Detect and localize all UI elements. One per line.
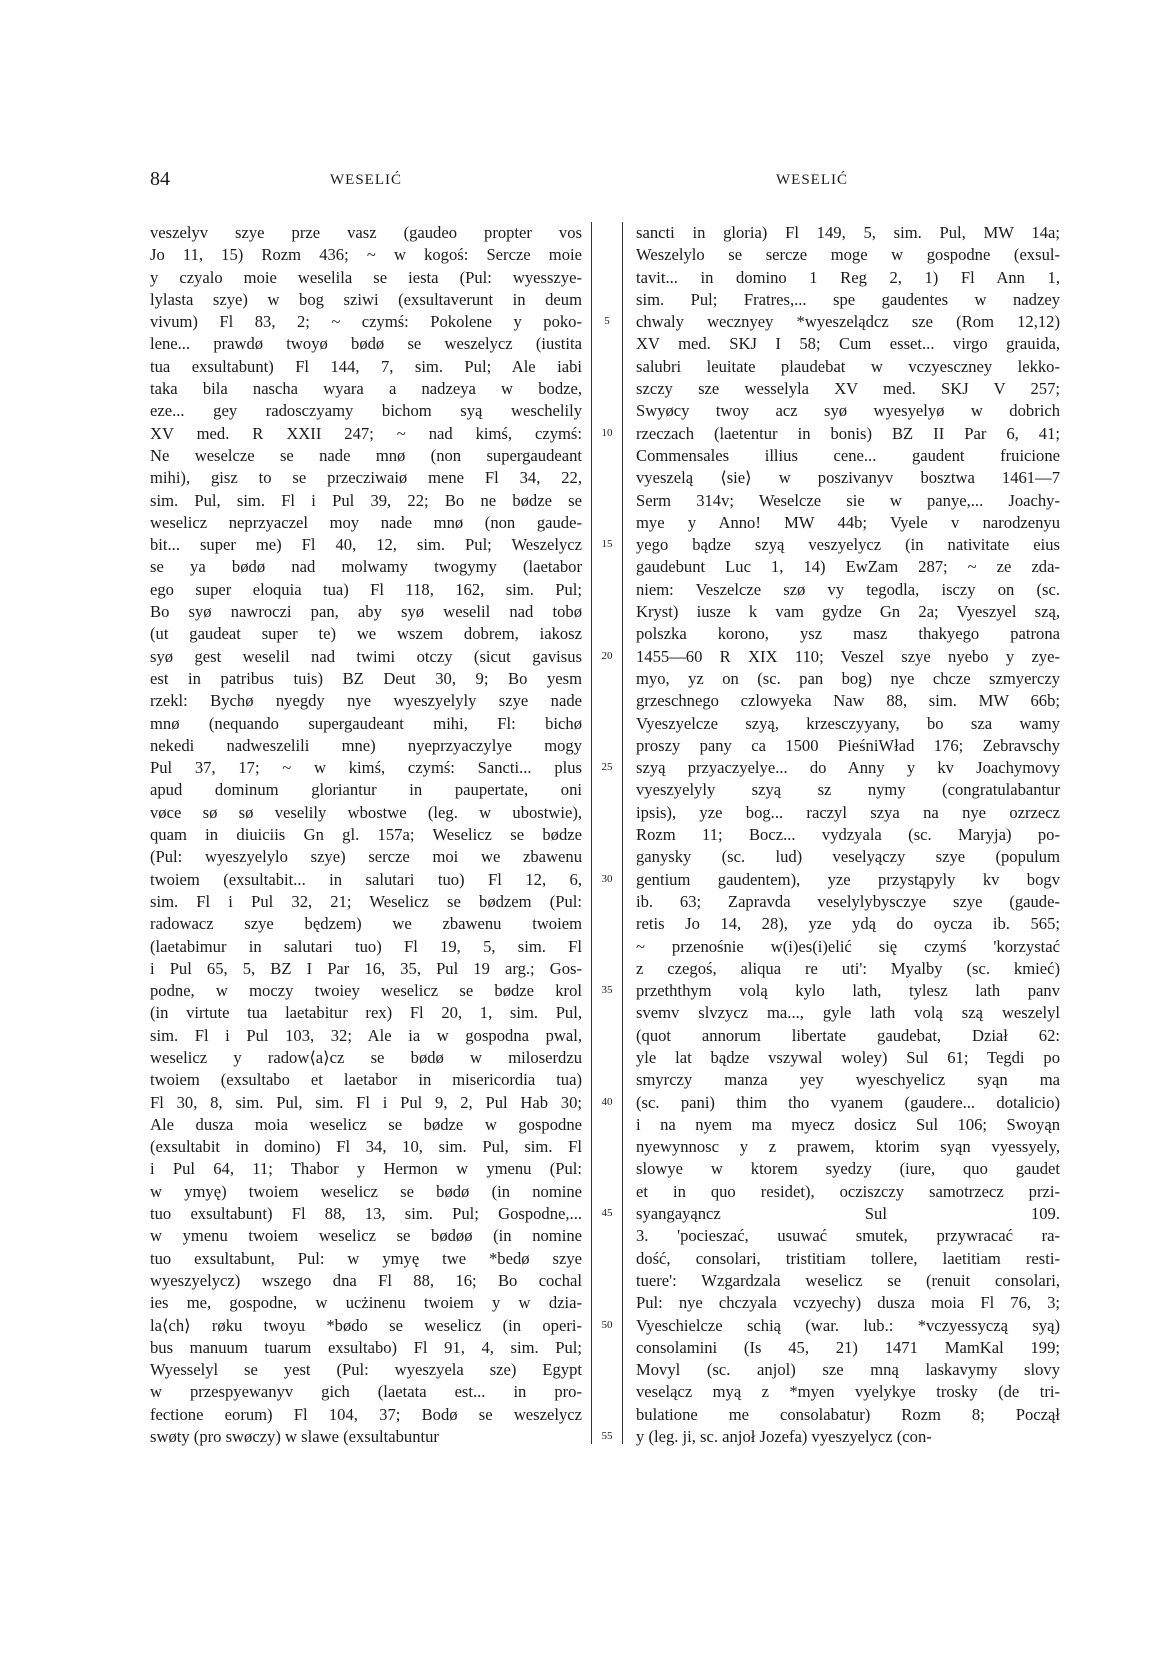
text-line: veszelyv szye prze vasz (gaudeo propter vos [150,223,582,242]
text-line: wyeszyelycz) wszego dna Fl 88, 16; Bo cochal [150,1270,582,1290]
right-running-head: WESELIĆ [776,172,848,188]
line-number: 10 [601,426,613,439]
text-line: w ymyę) twoiem weselicz se bødø (in nomine [150,1181,582,1201]
page-number: 84 [150,168,170,190]
line-number: 45 [601,1207,613,1220]
text-line: apud dominum gloriantur in paupertate, oni [150,780,582,800]
text-line: bulatione me consolabatur) Rozm 8; Począł [636,1404,1060,1424]
text-line: Vyeschielcze schią (war. lub.: *vczyessyczą syą) [636,1315,1060,1335]
text-line: (laetabimur in salutari tuo) Fl 19, 5, sim. Fl [150,936,582,956]
text-line: w ymenu twoiem weselicz se bødøø (in nomine [150,1226,582,1246]
text-line: niem: Veszelcze szø vy tegodla, isczy on (sc. [636,579,1060,599]
text-line: radowacz szye będzem) we zbawenu twoiem [150,914,582,934]
text-line: slowye w ktorem syedzy (iure, quo gaudet [636,1159,1060,1179]
text-line: tavit... in domino 1 Reg 2, 1) Fl Ann 1, [636,267,1060,287]
text-line: (sc. pani) thim tho vyanem (gaudere... dotalicio) [636,1092,1060,1112]
text-line: przeththym volą kylo lath, tylesz lath panv [636,981,1060,1001]
text-line: eze... gey radosczyamy bichom syą weschelily [150,401,582,421]
text-line: (Pul: wyeszyelylo szye) sercze moi we zbawenu [150,847,582,867]
text-line: lylasta szye) w bog sziwi (exsultaverunt in deum [150,289,582,309]
text-line: twoiem (exsultabo et laetabor in misericordia tua) [150,1070,582,1090]
right-column [636,222,1060,1448]
text-line: vyeszelą ⟨sie⟩ w poszivanyv bosztwa 1461—7 [636,468,1060,488]
text-line: y czyalo moie weselila se iesta (Pul: wyesszye- [150,267,582,287]
text-line: consolamini (Is 45, 21) 1471 MamKal 199; [636,1337,1060,1357]
text-line: rzekl: Bychø nyegdy nye wyeszyelyly szye nade [150,691,582,711]
text-line: salubri leuitate plaudebat w vczyesczney lekko- [636,356,1060,376]
text-line: vyeszyelyly szyą sz nymy (congratulabantur [636,780,1060,800]
text-line: chwaly wecznyey *wyeszelądcz sze (Rom 12,12) [636,312,1060,332]
text-line: gaudebunt Luc 1, 14) EwZam 287; ~ ze zda- [636,557,1060,577]
text-line: (quot annorum libertate gaudebat, Dział 62: [636,1025,1060,1045]
text-line: sim. Pul; Fratres,... spe gaudentes w nadzey [636,289,1060,309]
line-number: 35 [601,984,613,997]
text-line: w przespyewanyv gich (laetata est... in pro- [150,1382,582,1402]
text-line: Wyesselyl se yest (Pul: wyeszyela sze) Egypt [150,1360,582,1380]
line-number: 20 [601,649,613,662]
text-line: XV med. R XXII 247; ~ nad kimś, czymś: [150,423,582,443]
text-line: z czegoś, aliqua re uti': Myalby (sc. kmieć) [636,958,1060,978]
text-line: mnø (nequando supergaudeant mihi, Fl: bichø [150,713,582,733]
text-line: la⟨ch⟩ røku twoyu *bødo se weselicz (in operi- [150,1315,582,1335]
text-line: syangayąncz Sul 109. [636,1204,1060,1224]
text-line: ~ przenośnie w(i)es(i)elić się czymś 'korzystać [636,936,1060,956]
text-line: 3. 'pocieszać, usuwać smutek, przywracać ra- [636,1226,1060,1246]
left-column [150,222,582,1448]
text-line: et in quo residet), ocziszczy samotrzecz przi- [636,1181,1060,1201]
text-line: (exsultabit in domino) Fl 34, 10, sim. Pul, sim. Fl [150,1137,582,1157]
text-line: ies me, gospodne, w ucżinenu twoiem y w dzia- [150,1293,582,1313]
column-rule-left [591,222,592,1444]
text-line: sim. Pul, sim. Fl i Pul 39, 22; Bo ne bødze se [150,490,582,510]
line-number: 40 [601,1095,613,1108]
text-line: i na nyem ma myecz dosicz Sul 106; Swoyąn [636,1114,1060,1134]
text-line: weselicz y radow⟨a⟩cz se bødø w miloserdzu [150,1047,582,1067]
text-line: se ya bødø nad molwamy twogymy (laetabor [150,557,582,577]
text-line: Rozm 11; Bocz... vydzyala (sc. Maryja) po- [636,825,1060,845]
text-line: est in patribus tuis) BZ Deut 30, 9; Bo yesm [150,668,582,688]
text-line: i Pul 65, 5, BZ I Par 16, 35, Pul 19 arg.; Gos- [150,958,582,978]
text-line: quam in diuiciis Gn gl. 157a; Weselicz se bødze [150,825,582,845]
line-number: 50 [601,1318,613,1331]
line-number: 25 [601,761,613,774]
text-line: syø gest weselil nad twimi otczy (sicut gavisus [150,646,582,666]
line-number: 5 [604,315,610,328]
text-line: weselicz neprzyaczel moy nade mnø (non gaude- [150,512,582,532]
text-line: tuo exsultabunt, Pul: w ymyę twe *bedø szye [150,1248,582,1268]
text-line: Serm 314v; Weselcze sie w panye,... Joachy- [636,490,1060,510]
text-line: proszy pany ca 1500 PieśniWład 176; Zebravschy [636,735,1060,755]
text-line: sancti in gloria) Fl 149, 5, sim. Pul, MW 14a; [636,223,1060,242]
column-rule-right [622,222,623,1444]
text-line: taka bila nascha wyara a nadzeya w bodze, [150,379,582,399]
text-line: Ale dusza moia weselicz se bødze w gospodne [150,1114,582,1134]
text-line: tuere': Wzgardzala weselicz se (renuit consolari, [636,1270,1060,1290]
text-line: retis Jo 14, 28), yze ydą do oycza ib. 565; [636,914,1060,934]
text-line: vivum) Fl 83, 2; ~ czymś: Pokolene y poko- [150,312,582,332]
text-line: nyewynnosc y z prawem, ktorim syąn vyessyely, [636,1137,1060,1157]
text-line: sim. Fl i Pul 32, 21; Weselicz se bødzem (Pul: [150,891,582,911]
text-line: dość, consolari, tristitiam tollere, laetitiam resti- [636,1248,1060,1268]
text-line: Vyeszyelcze szyą, krzesczyyany, bo sza wamy [636,713,1060,733]
text-line: tuo exsultabunt) Fl 88, 13, sim. Pul; Gospodne,... [150,1204,582,1224]
text-line: Bo syø nawroczi pan, aby syø weselil nad tobø [150,602,582,622]
text-line: (ut gaudeat super te) we wszem dobrem, iakosz [150,624,582,644]
text-line: vøce sø sø veselily wbostwe (leg. w ubostwie), [150,802,582,822]
text-line: polszka korono, ysz masz thakyego patrona [636,624,1060,644]
text-line: rzeczach (laetentur in bonis) BZ II Par 6, 41; [636,423,1060,443]
text-line: twoiem (exsultabit... in salutari tuo) Fl 12, 6, [150,869,582,889]
text-line: bus manuum tuarum exsultabo) Fl 91, 4, sim. Pul; [150,1337,582,1357]
left-running-head: WESELIĆ [330,172,402,188]
text-line: svemv slvzycz ma..., gyle lath volą szą weszelyl [636,1003,1060,1023]
text-line: nekedi nadweszelili mne) nyeprzyaczylye mogy [150,735,582,755]
text-line: 1455—60 R XIX 110; Veszel szye nyebo y zye- [636,646,1060,666]
text-line: Weszelylo se sercze moge w gospodne (exsul- [636,245,1060,265]
text-line: sim. Fl i Pul 103, 32; Ale ia w gospodna pwal, [150,1025,582,1045]
text-line: Pul: nye chczyala vczyechy) dusza moia Fl 76, 3; [636,1293,1060,1313]
text-line: tua exsultabunt) Fl 144, 7, sim. Pul; Ale iabi [150,356,582,376]
text-line: ib. 63; Zapravda veselylybysczye szye (gaude- [636,891,1060,911]
text-line: yle lat bądze vszywal woley) Sul 61; Tegdi po [636,1047,1060,1067]
text-line: Swyøcy twoy acz syø wyesyelyø w dobrich [636,401,1060,421]
text-line: grzeschnego czlowyeka Naw 88, sim. MW 66b; [636,691,1060,711]
text-line: i Pul 64, 11; Thabor y Hermon w ymenu (Pul: [150,1159,582,1179]
text-line: Commensales illius cene... gaudent fruicione [636,445,1060,465]
text-line: yego bądze szyą veszyelycz (in nativitate eius [636,535,1060,555]
text-line: Fl 30, 8, sim. Pul, sim. Fl i Pul 9, 2, Pul Hab 30; [150,1092,582,1112]
text-line: gentium gaudentem), yze przystąpyly kv bogv [636,869,1060,889]
text-line: y (leg. ji, sc. anjoł Jozefa) vyeszyelycz (con- [636,1427,932,1447]
line-number: 15 [601,538,613,551]
text-line: Ne weselcze se nade mnø (non supergaudeant [150,445,582,465]
text-line: mye y Anno! MW 44b; Vyele v narodzenyu [636,512,1060,532]
text-line: podne, w moczy twoiey weselicz se bødze krol [150,981,582,1001]
text-line: Jo 11, 15) Rozm 436; ~ w kogoś: Sercze moie [150,245,582,265]
text-line: szczy sze wesselyla XV med. SKJ V 257; [636,379,1060,399]
text-line: fectione eorum) Fl 104, 37; Bodø se weszelycz [150,1404,582,1424]
text-line: ganysky (sc. lud) veselyączy szye (populum [636,847,1060,867]
text-line: veselącz myą z *myen vyelykye trosky (de tri- [636,1382,1060,1402]
text-line: Pul 37, 17; ~ w kimś, czymś: Sancti... plus [150,758,582,778]
text-line: Movyl (sc. anjol) sze mną laskavymy slovy [636,1360,1060,1380]
text-line: Kryst) iusze k vam gydze Gn 2a; Vyeszyel szą, [636,602,1060,622]
text-line: mihi), gisz to se przecziwaiø mene Fl 34, 22, [150,468,582,488]
text-line: ipsis), yze bog... raczyl szya na nye ozrzecz [636,802,1060,822]
text-line: (in virtute tua laetabitur rex) Fl 20, 1, sim. Pul, [150,1003,582,1023]
text-line: ego super eloquia tua) Fl 118, 162, sim. Pul; [150,579,582,599]
text-line: smyrczy manza yey wyeschyelicz syąn ma [636,1070,1060,1090]
text-line: XV med. SKJ I 58; Cum esset... virgo grauida, [636,334,1060,354]
line-number: 30 [601,872,613,885]
text-line: swøty (pro swøczy) w slawe (exsultabuntur [150,1427,439,1447]
text-line: bit... super me) Fl 40, 12, sim. Pul; Weszelycz [150,535,582,555]
text-line: szyą przyaczyelye... do Anny y kv Joachymovy [636,758,1060,778]
text-line: myo, yz on (sc. pan bog) nye chcze szmyerczy [636,668,1060,688]
line-number: 55 [601,1430,613,1443]
text-line: lene... prawdø twoyø bødø se weszelycz (iustita [150,334,582,354]
